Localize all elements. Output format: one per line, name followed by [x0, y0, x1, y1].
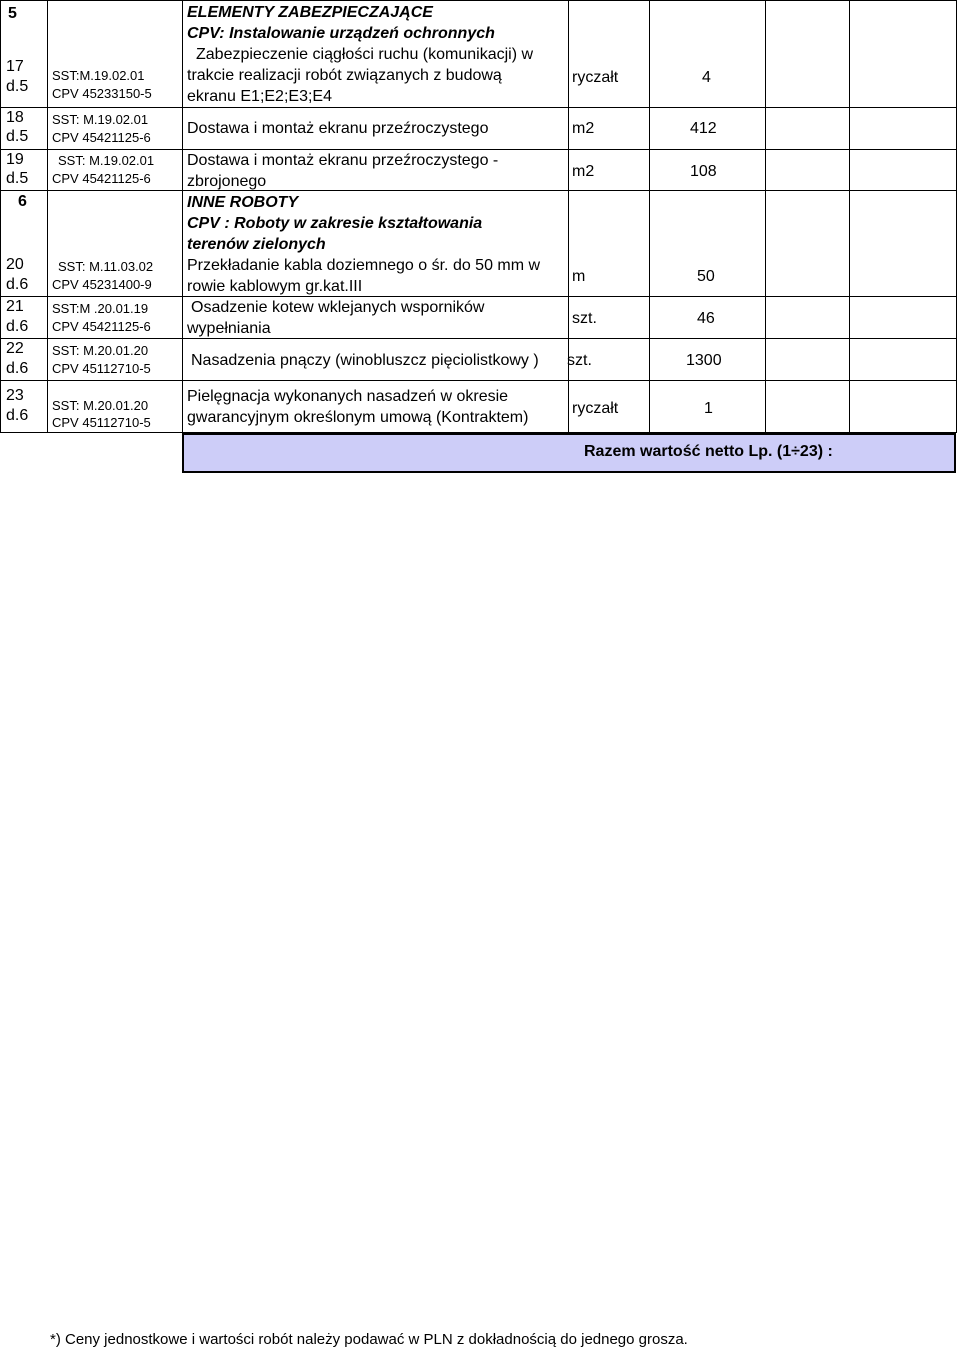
row-ref: d.5 — [6, 78, 29, 95]
row-unit: ryczałt — [572, 69, 619, 86]
row-unit: m2 — [572, 120, 595, 137]
row-sst: SST: M.20.01.20 — [52, 398, 149, 413]
row-ref: d.6 — [6, 276, 29, 293]
row-sst: SST:M.19.02.01 — [52, 68, 145, 83]
row-desc-line: Dostawa i montaż ekranu przeźroczystego — [187, 120, 489, 137]
row-ref: d.5 — [6, 128, 29, 145]
row-desc-line: gwarancyjnym określonym umową (Kontraktem) — [187, 409, 529, 426]
row-cpv: CPV 45233150-5 — [52, 86, 152, 101]
row-ref: d.5 — [6, 170, 29, 187]
row-unit: m2 — [572, 163, 595, 180]
row-desc-line: Dostawa i montaż ekranu przeźroczystego - — [187, 152, 499, 169]
row-sst: SST: M.20.01.20 — [52, 343, 149, 358]
row-desc-line: wypełniania — [187, 320, 271, 337]
row-desc-line: trakcie realizacji robót związanych z budową — [187, 67, 502, 84]
row-cpv: CPV 45112710-5 — [52, 415, 151, 430]
footnote: *) Ceny jednostkowe i wartości robót należy podawać w PLN z dokładnością do jednego grosza. — [50, 1331, 688, 1348]
summary-box — [182, 433, 956, 473]
row-lp: 20 — [6, 256, 24, 273]
row-cpv: CPV 45421125-6 — [52, 319, 151, 334]
section-number: 6 — [18, 193, 27, 210]
row-lp: 18 — [6, 109, 24, 126]
section-number: 5 — [8, 5, 17, 22]
section-title: INNE ROBOTY — [187, 194, 299, 211]
row-cpv: CPV 45231400-9 — [52, 277, 152, 292]
row-qty: 50 — [697, 268, 715, 285]
row-desc-line: Osadzenie kotew wklejanych wsporników — [191, 299, 485, 316]
row-lp: 17 — [6, 58, 24, 75]
row-desc-line: Pielęgnacja wykonanych nasadzeń w okresie — [187, 388, 509, 405]
row-ref: d.6 — [6, 360, 29, 377]
row-desc-line: ekranu E1;E2;E3;E4 — [187, 88, 332, 105]
row-sst: SST:M .20.01.19 — [52, 301, 149, 316]
section-cpv: terenów zielonych — [187, 236, 326, 253]
row-cpv: CPV 45421125-6 — [52, 171, 151, 186]
row-lp: 19 — [6, 151, 24, 168]
row-unit: ryczałt — [572, 400, 619, 417]
row-lp: 22 — [6, 340, 24, 357]
row-desc-line: Zabezpieczenie ciągłości ruchu (komunikacji) w — [196, 46, 534, 63]
row-cpv: CPV 45112710-5 — [52, 361, 151, 376]
row-desc-line: rowie kablowym gr.kat.III — [187, 278, 363, 295]
row-qty: 1300 — [686, 352, 722, 369]
row-unit: szt. — [567, 352, 592, 369]
row-qty: 46 — [697, 310, 715, 327]
row-sst: SST: M.19.02.01 — [58, 153, 155, 168]
row-sst: SST: M.19.02.01 — [52, 112, 149, 127]
row-qty: 412 — [690, 120, 717, 137]
row-desc-line: Nasadzenia pnączy (winobluszcz pięciolistkowy ) — [191, 352, 539, 369]
row-ref: d.6 — [6, 407, 29, 424]
row-lp: 23 — [6, 387, 24, 404]
row-unit: szt. — [572, 310, 597, 327]
row-qty: 1 — [704, 400, 713, 417]
section-cpv: CPV : Roboty w zakresie kształtowania — [187, 215, 483, 232]
section-cpv: CPV: Instalowanie urządzeń ochronnych — [187, 25, 495, 42]
row-sst: SST: M.11.03.02 — [58, 259, 154, 274]
summary-label: Razem wartość netto Lp. (1÷23) : — [584, 443, 833, 460]
row-qty: 4 — [702, 69, 711, 86]
row-qty: 108 — [690, 163, 717, 180]
row-desc-line: zbrojonego — [187, 173, 267, 190]
row-desc-line: Przekładanie kabla doziemnego o śr. do 50 mm w — [187, 257, 541, 274]
row-ref: d.6 — [6, 318, 29, 335]
row-lp: 21 — [6, 298, 24, 315]
section-title: ELEMENTY ZABEZPIECZAJĄCE — [187, 4, 433, 21]
row-unit: m — [572, 268, 586, 285]
row-cpv: CPV 45421125-6 — [52, 130, 151, 145]
